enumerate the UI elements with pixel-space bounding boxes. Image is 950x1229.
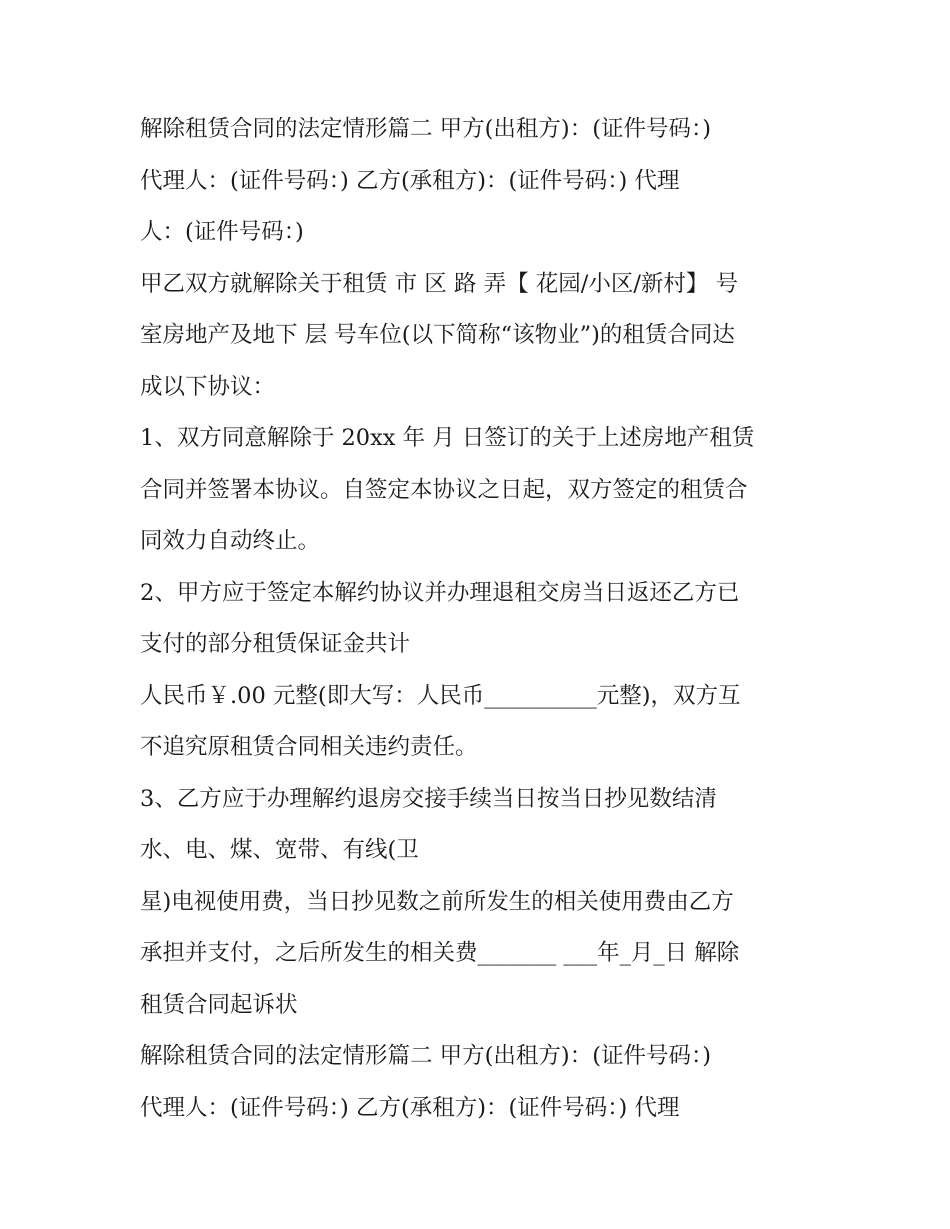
text-line: 人民币￥.00 元整(即大写：人民币__________元整)，双方互 xyxy=(140,682,741,709)
text-line: 同效力自动终止。 xyxy=(140,528,321,554)
text-line: 承担并支付，之后所发生的相关费_______ ___年_月_日 解除 xyxy=(140,940,740,966)
text-line: 代理人：(证件号码：) 乙方(承租方)：(证件号码：) 代理 xyxy=(140,1094,680,1121)
text-line: 解除租赁合同的法定情形篇二 甲方(出租方)：(证件号码：) xyxy=(140,1043,712,1069)
text-line: 3、乙方应于办理解约退房交接手续当日按当日抄见数结清 xyxy=(140,785,717,812)
text-line: 甲乙双方就解除关于租赁 市 区 路 弄【 花园/小区/新村】 号 xyxy=(140,270,739,297)
text-line: 室房地产及地下 层 号车位(以下简称“该物业”)的租赁合同达 xyxy=(140,322,735,348)
text-line: 成以下协议： xyxy=(140,373,276,400)
document-body xyxy=(140,104,830,1134)
text-line: 解除租赁合同的法定情形篇二 甲方(出租方)：(证件号码：) xyxy=(140,116,712,142)
text-line: 水、电、煤、宽带、有线(卫 xyxy=(140,837,419,863)
text-line: 人：(证件号码：) xyxy=(140,219,304,245)
text-line: 星)电视使用费，当日抄见数之前所发生的相关使用费由乙方 xyxy=(140,888,734,915)
text-line: 不追究原租赁合同相关违约责任。 xyxy=(140,734,478,760)
text-line: 1、双方同意解除于 20xx 年 月 日签订的关于上述房地产租赁 xyxy=(140,425,755,451)
text-line: 2、甲方应于签定本解约协议并办理退租交房当日返还乙方已 xyxy=(140,579,740,606)
text-line: 合同并签署本协议。自签定本协议之日起，双方签定的租赁合 xyxy=(140,476,748,503)
text-line: 支付的部分租赁保证金共计 xyxy=(140,631,411,657)
text-line: 租赁合同起诉状 xyxy=(140,991,298,1018)
text-line: 代理人：(证件号码：) 乙方(承租方)：(证件号码：) 代理 xyxy=(140,167,680,194)
